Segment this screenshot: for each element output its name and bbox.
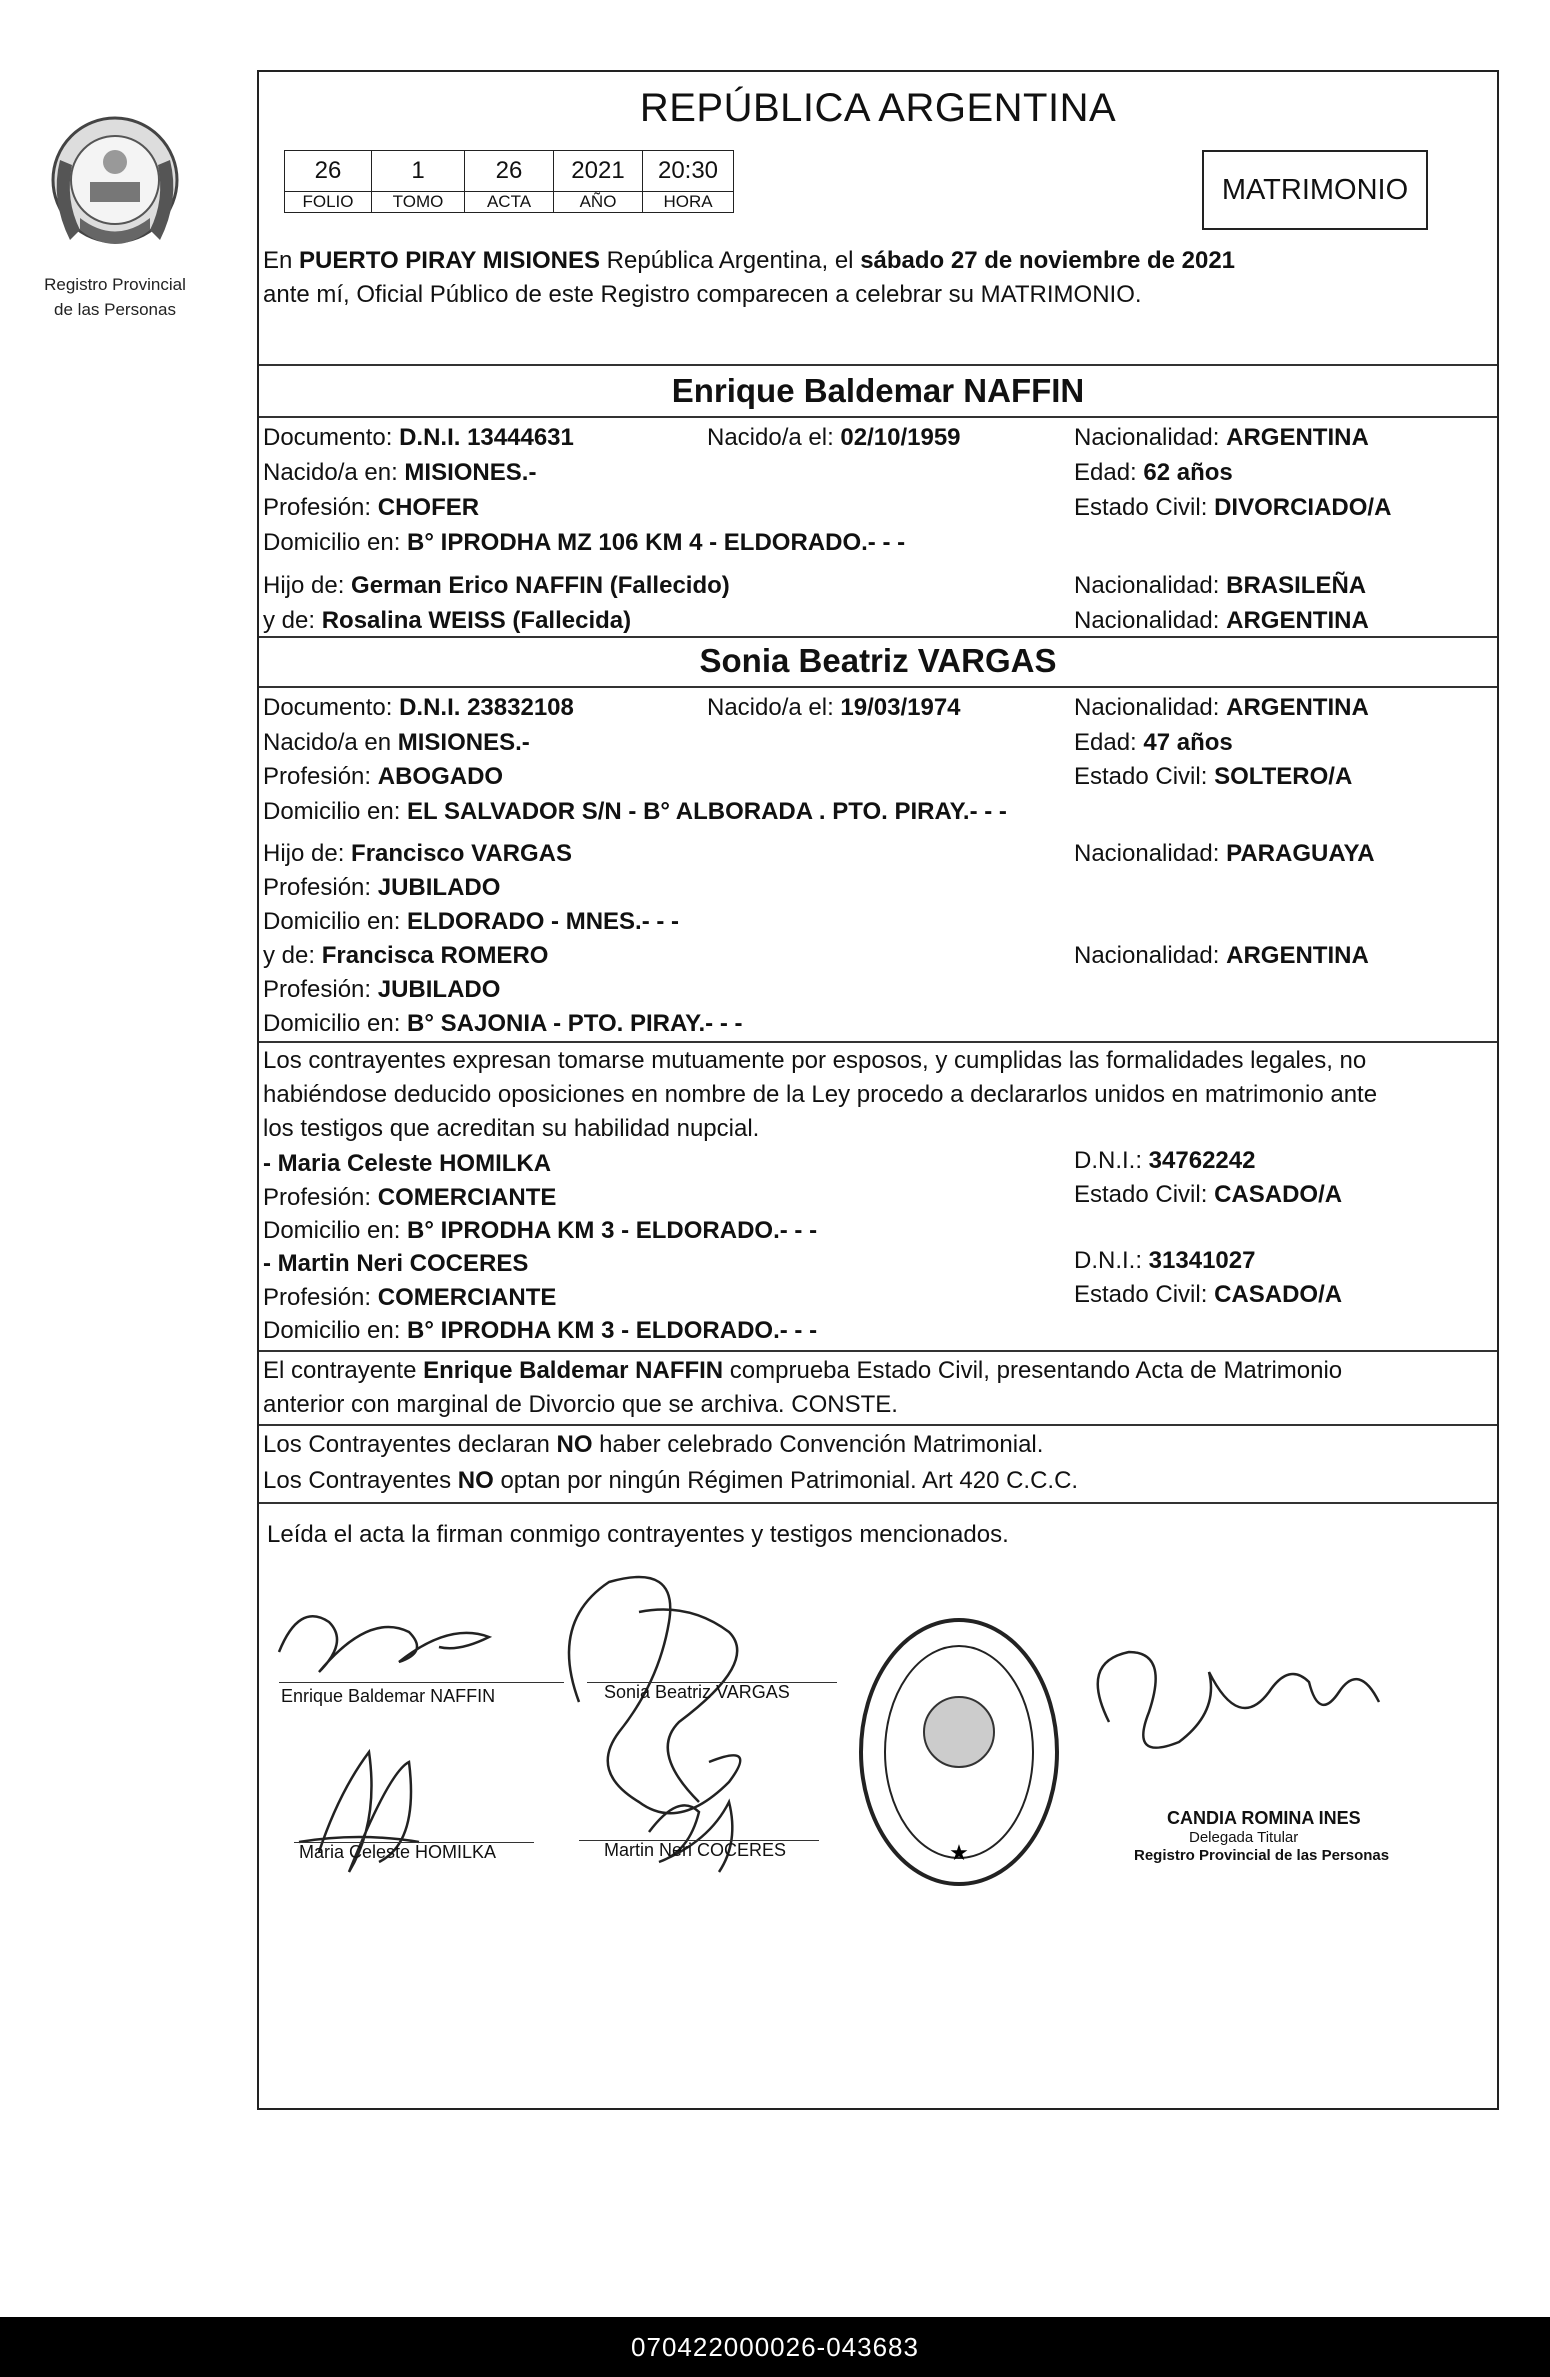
witness-1-name: - Maria Celeste HOMILKA (263, 1150, 552, 1177)
declaration-line-2: habiéndose deducido oposiciones en nombre de la Ley procedo a declararlos unidos en matrimonio ante (263, 1081, 1378, 1108)
divider (259, 416, 1497, 418)
witness-2-profession: Profesión: COMERCIANTE (263, 1284, 557, 1311)
logo-caption-2: de las Personas (54, 300, 176, 319)
c1-nationality: Nacionalidad: ARGENTINA (1074, 424, 1369, 451)
c1-father: Hijo de: German Erico NAFFIN (Fallecido) (263, 572, 730, 599)
c1-mother: y de: Rosalina WEISS (Fallecida) (263, 607, 632, 634)
declaration-line-1: Los contrayentes expresan tomarse mutuamente por esposos, y cumplidas las formalidades legales, no (263, 1047, 1367, 1074)
hora-value: 20:30 (643, 151, 734, 192)
signature-1 (279, 1616, 489, 1672)
official-organization: Registro Provincial de las Personas (1134, 1847, 1390, 1864)
divider (259, 364, 1497, 366)
c2-mother-nationality: Nacionalidad: ARGENTINA (1074, 942, 1369, 969)
c1-born-place: Nacido/a en: MISIONES.- (263, 459, 537, 486)
c1-mother-nationality: Nacionalidad: ARGENTINA (1074, 607, 1369, 634)
c2-document: Documento: D.N.I. 23832108 (263, 694, 574, 721)
c1-document: Documento: D.N.I. 13444631 (263, 424, 574, 451)
divider (259, 1502, 1497, 1504)
province-seal (40, 100, 190, 270)
country-title: REPÚBLICA ARGENTINA (639, 86, 1117, 130)
svg-text:★: ★ (949, 1841, 969, 1866)
c2-father-profession: Profesión: JUBILADO (263, 874, 501, 901)
c2-father-address: Domicilio en: ELDORADO - MNES.- - - (263, 908, 680, 935)
contrayente-1-name: Enrique Baldemar NAFFIN (671, 372, 1085, 409)
divider (259, 1424, 1497, 1426)
official-role: Delegada Titular (1189, 1829, 1299, 1846)
signature-2-name: Sonia Beatriz VARGAS (604, 1682, 790, 1702)
c2-born-date: Nacido/a el: 19/03/1974 (707, 694, 961, 721)
c1-civil-status: Estado Civil: DIVORCIADO/A (1074, 494, 1392, 521)
signature-line (279, 1682, 564, 1683)
logo-caption-1: Registro Provincial (44, 275, 186, 294)
c2-age: Edad: 47 años (1074, 729, 1233, 756)
witness-2-address: Domicilio en: B° IPRODHA KM 3 - ELDORADO.- - - (263, 1317, 818, 1344)
c1-father-nationality: Nacionalidad: BRASILEÑA (1074, 572, 1367, 599)
hora-label: HORA (643, 192, 734, 213)
signature-4-name: Martin Neri COCERES (604, 1840, 787, 1860)
c2-mother-address: Domicilio en: B° SAJONIA - PTO. PIRAY.- - - (263, 1010, 743, 1037)
acta-value: 26 (465, 151, 554, 192)
divider (259, 1350, 1497, 1352)
c2-father-nationality: Nacionalidad: PARAGUAYA (1074, 840, 1375, 867)
act-type-box: MATRIMONIO (1202, 150, 1428, 230)
c1-profession: Profesión: CHOFER (263, 494, 480, 521)
anio-value: 2021 (554, 151, 643, 192)
c2-mother-profession: Profesión: JUBILADO (263, 976, 501, 1003)
witness-1-address: Domicilio en: B° IPRODHA KM 3 - ELDORADO.- - - (263, 1217, 818, 1244)
c2-father: Hijo de: Francisco VARGAS (263, 840, 572, 867)
note-line-2: anterior con marginal de Divorcio que se archiva. CONSTE. (263, 1391, 898, 1418)
official-signature (1098, 1652, 1379, 1748)
declaration-line-3: los testigos que acreditan su habilidad nupcial. (263, 1115, 760, 1142)
divider (259, 686, 1497, 688)
official-name: CANDIA ROMINA INES (1167, 1808, 1361, 1828)
divider (259, 1041, 1497, 1043)
signature-1-name: Enrique Baldemar NAFFIN (281, 1686, 496, 1706)
c1-born-date: Nacido/a el: 02/10/1959 (707, 424, 961, 451)
c2-nationality: Nacionalidad: ARGENTINA (1074, 694, 1369, 721)
note-line-1: El contrayente Enrique Baldemar NAFFIN comprueba Estado Civil, presentando Acta de Matrimonio (263, 1357, 1343, 1384)
divider (259, 636, 1497, 638)
contrayente-2-name: Sonia Beatriz VARGAS (699, 642, 1057, 679)
official-stamp (861, 1620, 1057, 1884)
signatures-area (259, 1542, 1499, 1942)
convention-line-1: Los Contrayentes declaran NO haber celebrado Convención Matrimonial. (263, 1431, 1044, 1458)
c2-address: Domicilio en: EL SALVADOR S/N - B° ALBORADA . PTO. PIRAY.- - - (263, 798, 1007, 825)
intro-line-1: En PUERTO PIRAY MISIONES República Argentina, el sábado 27 de noviembre de 2021 (263, 247, 1236, 274)
intro-date: sábado 27 de noviembre de 2021 (860, 247, 1236, 274)
convention-line-2: Los Contrayentes NO optan por ningún Régimen Patrimonial. Art 420 C.C.C. (263, 1467, 1079, 1494)
tomo-label: TOMO (372, 192, 465, 213)
document-code-bar: 070422000026-043683 (0, 2317, 1550, 2377)
witness-1-dni: D.N.I.: 34762242 (1074, 1147, 1256, 1174)
witness-2-civil-status: Estado Civil: CASADO/A (1074, 1281, 1343, 1308)
signature-3-name: Maria Celeste HOMILKA (299, 1842, 497, 1862)
c2-profession: Profesión: ABOGADO (263, 763, 504, 790)
tomo-value: 1 (372, 151, 465, 192)
anio-label: AÑO (554, 192, 643, 213)
folio-value: 26 (285, 151, 372, 192)
c1-address: Domicilio en: B° IPRODHA MZ 106 KM 4 - ELDORADO.- - - (263, 529, 906, 556)
witness-1-profession: Profesión: COMERCIANTE (263, 1184, 557, 1211)
c2-mother: y de: Francisca ROMERO (263, 942, 549, 969)
acta-label: ACTA (465, 192, 554, 213)
closing-text: Leída el acta la firman conmigo contrayentes y testigos mencionados. (267, 1521, 1009, 1548)
registry-table (284, 150, 734, 213)
c1-age: Edad: 62 años (1074, 459, 1233, 486)
intro-line-2: ante mí, Oficial Público de este Registro comparecen a celebrar su MATRIMONIO. (263, 281, 1142, 308)
c2-civil-status: Estado Civil: SOLTERO/A (1074, 763, 1353, 790)
witness-2-name: - Martin Neri COCERES (263, 1250, 529, 1277)
certificate-frame (257, 70, 1499, 2110)
witness-2-dni: D.N.I.: 31341027 (1074, 1247, 1256, 1274)
intro-place: PUERTO PIRAY MISIONES (299, 247, 601, 274)
witness-1-civil-status: Estado Civil: CASADO/A (1074, 1181, 1343, 1208)
folio-label: FOLIO (285, 192, 372, 213)
c2-born-place: Nacido/a en MISIONES.- (263, 729, 530, 756)
registry-logo (30, 100, 200, 320)
